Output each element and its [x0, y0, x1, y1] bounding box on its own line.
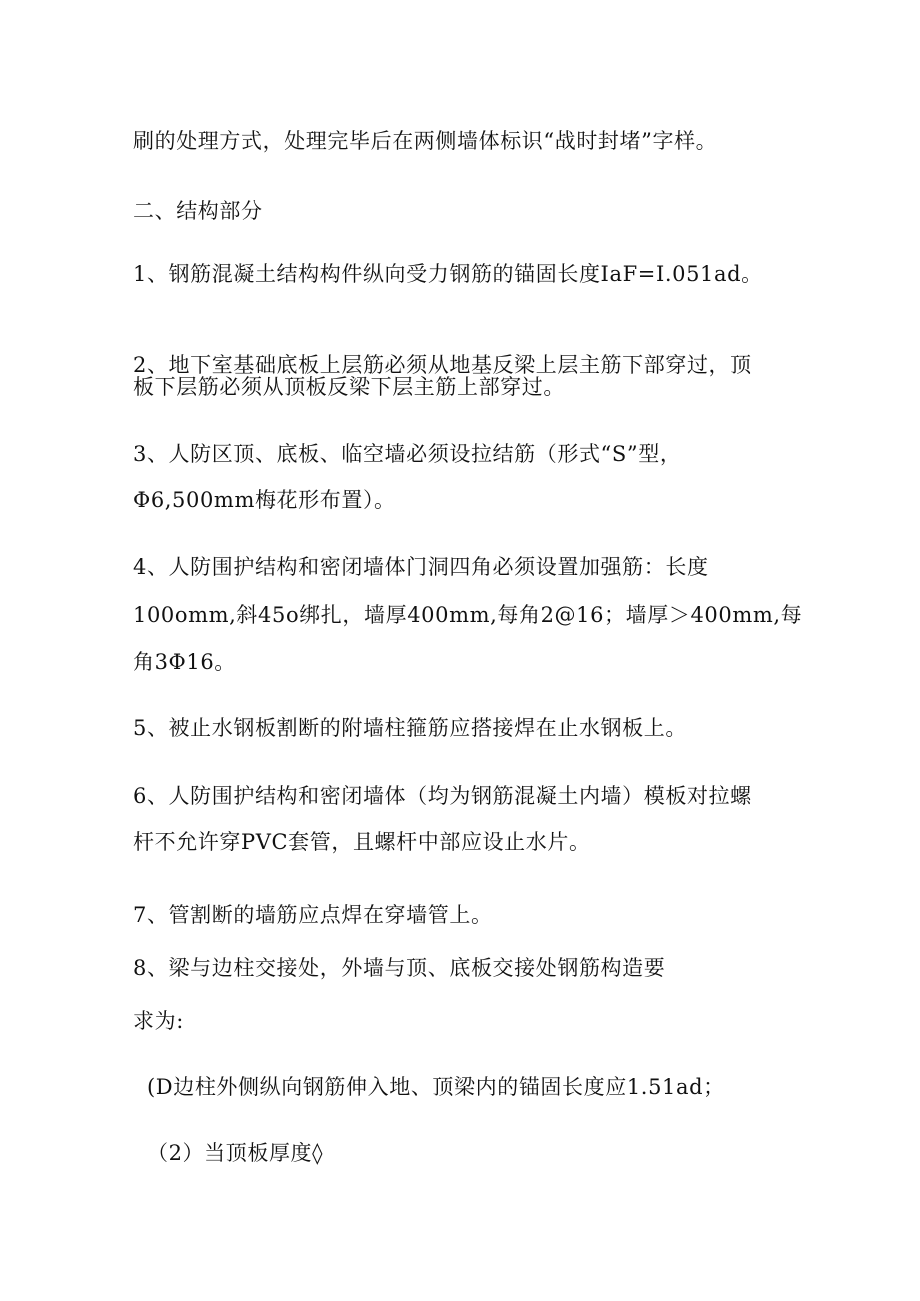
item-3-line-2: Φ6,500mm梅花形布置）。	[133, 488, 396, 512]
item-8-line-2: 求为:	[133, 1009, 184, 1033]
item-1-line-1: 1、钢筋混凝土结构构件纵向受力钢筋的锚固长度IaF=I.051ad。	[133, 262, 763, 286]
paragraph-line-1: 刷的处理方式，处理完毕后在两侧墙体标识“战时封堵”字样。	[133, 129, 718, 153]
item-7-line-1: 7、管割断的墙筋应点焊在穿墙管上。	[133, 903, 493, 927]
item-3-line-1: 3、人防区顶、底板、临空墙必须设拉结筋（形式“S”型，	[133, 442, 682, 466]
subitem-1-line: (D边柱外侧纵向钢筋伸入地、顶梁内的锚固长度应1.51ad；	[147, 1075, 725, 1099]
subitem-2-line: （2）当顶板厚度◊	[147, 1141, 324, 1165]
item-2-line-2: 板下层筋必须从顶板反梁下层主筋上部穿过。	[133, 375, 565, 399]
item-4-line-1: 4、人防围护结构和密闭墙体门洞四角必须设置加强筋：长度	[133, 555, 709, 579]
item-5-line-1: 5、被止水钢板割断的附墙柱箍筋应搭接焊在止水钢板上。	[133, 716, 687, 740]
item-4-line-2: 100omm,斜45o绑扎，墙厚400mm,每角2@16；墙厚＞400mm,每	[133, 603, 803, 627]
section-heading-structure: 二、结构部分	[133, 199, 263, 223]
item-2-line-1: 2、地下室基础底板上层筋必须从地基反梁上层主筋下部穿过，顶	[133, 353, 752, 377]
item-6-line-1: 6、人防围护结构和密闭墙体（均为钢筋混凝土内墙）模板对拉螺	[133, 784, 752, 808]
item-6-line-2: 杆不允许穿PVC套管，且螺杆中部应设止水片。	[133, 830, 591, 854]
item-8-line-1: 8、梁与边柱交接处，外墙与顶、底板交接处钢筋构造要	[133, 956, 666, 980]
item-4-line-3: 角3Φ16。	[133, 650, 236, 674]
